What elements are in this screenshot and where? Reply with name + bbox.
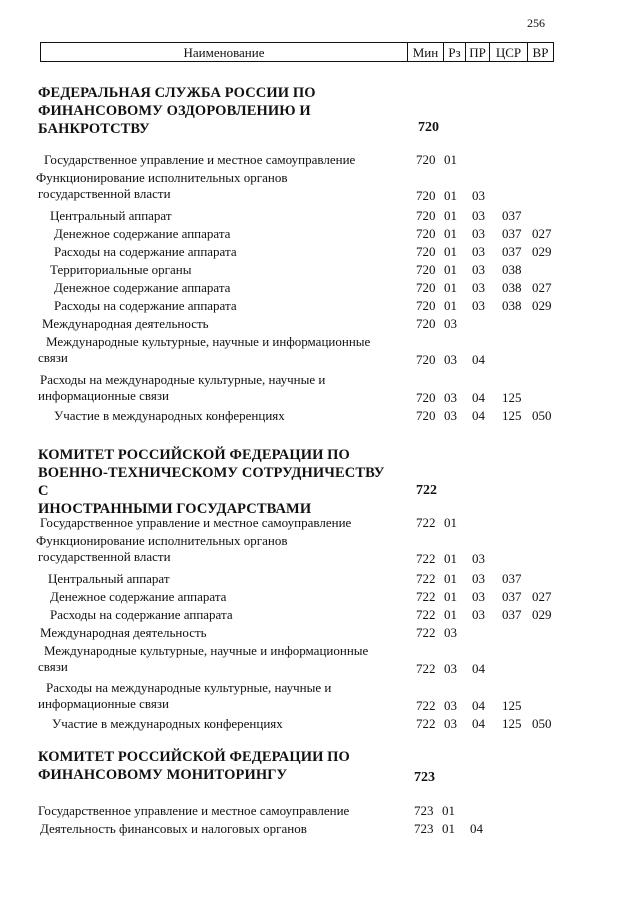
row-label: Участие в международных конференциях — [54, 408, 285, 423]
row-label: Территориальные органы — [50, 262, 192, 277]
org-title-line: КОМИТЕТ РОССИЙСКОЙ ФЕДЕРАЦИИ ПО — [38, 447, 350, 463]
code-rz: 01 — [444, 298, 457, 313]
code-pr: 04 — [472, 390, 485, 405]
org-title-line: ИНОСТРАННЫМИ ГОСУДАРСТВАМИ — [38, 501, 312, 517]
code-min: 722 — [416, 571, 436, 586]
code-min: 723 — [414, 821, 434, 836]
code-pr: 04 — [470, 821, 483, 836]
row-label: Центральный аппарат — [50, 208, 172, 223]
code-min: 720 — [416, 226, 436, 241]
code-pr: 03 — [472, 298, 485, 313]
code-csr: 037 — [502, 571, 522, 586]
code-min: 720 — [416, 152, 436, 167]
code-rz: 01 — [444, 280, 457, 295]
row-label: Международная деятельность — [40, 625, 207, 640]
header-rz: Рз — [443, 43, 465, 61]
org-title — [38, 84, 398, 138]
row-label: Международная деятельность — [42, 316, 209, 331]
org-title-line: БАНКРОТСТВУ — [38, 121, 150, 137]
row-label-line: связи — [38, 659, 68, 674]
org-title-line: ФИНАНСОВОМУ МОНИТОРИНГУ — [38, 767, 288, 783]
code-csr: 037 — [502, 607, 522, 622]
code-pr: 03 — [472, 589, 485, 604]
code-csr: 038 — [502, 298, 522, 313]
code-min: 720 — [416, 280, 436, 295]
code-rz: 01 — [444, 244, 457, 259]
code-rz: 03 — [444, 698, 457, 713]
code-csr: 125 — [502, 698, 522, 713]
row-label: Центральный аппарат — [48, 571, 170, 586]
code-rz: 01 — [444, 515, 457, 530]
row-label-line: Международные культурные, научные и информационные — [44, 643, 369, 658]
code-pr: 03 — [472, 188, 485, 203]
page-number: 256 — [527, 16, 545, 30]
org-title-line: ВОЕННО-ТЕХНИЧЕСКОМУ СОТРУДНИЧЕСТВУ С — [38, 465, 385, 499]
code-rz: 03 — [444, 625, 457, 640]
row-label-line: государственной власти — [38, 549, 171, 564]
code-min: 723 — [414, 803, 434, 818]
code-vr: 027 — [532, 226, 552, 241]
header-csr: ЦСР — [489, 43, 527, 61]
code-vr: 029 — [532, 244, 552, 259]
code-min: 722 — [416, 589, 436, 604]
code-min: 722 — [416, 661, 436, 676]
org-code: 722 — [416, 483, 437, 498]
code-pr: 03 — [472, 226, 485, 241]
code-pr: 04 — [472, 661, 485, 676]
code-rz: 03 — [444, 408, 457, 423]
org-title — [38, 446, 398, 518]
code-min: 722 — [416, 716, 436, 731]
code-vr: 027 — [532, 280, 552, 295]
code-pr: 04 — [472, 698, 485, 713]
row-label-line: Функционирование исполнительных органов — [36, 533, 288, 548]
row-label — [38, 334, 371, 366]
row-label-line: Международные культурные, научные и информационные — [46, 334, 371, 349]
row-label: Деятельность финансовых и налоговых органов — [40, 821, 307, 836]
code-csr: 125 — [502, 408, 522, 423]
row-label: Государственное управление и местное самоуправление — [38, 803, 350, 818]
code-vr: 029 — [532, 607, 552, 622]
org-code: 720 — [418, 120, 439, 135]
row-label — [38, 680, 332, 712]
row-label-line: информационные связи — [38, 696, 169, 711]
code-min: 722 — [416, 515, 436, 530]
org-title — [38, 748, 398, 784]
code-rz: 01 — [444, 188, 457, 203]
row-label-line: Расходы на международные культурные, научные и — [46, 680, 332, 695]
header-pr: ПР — [465, 43, 489, 61]
code-pr: 04 — [472, 352, 485, 367]
row-label: Государственное управление и местное самоуправление — [40, 515, 352, 530]
code-csr: 037 — [502, 589, 522, 604]
row-label: Государственное управление и местное самоуправление — [44, 152, 356, 167]
code-min: 720 — [416, 298, 436, 313]
code-min: 722 — [416, 607, 436, 622]
row-label: Расходы на содержание аппарата — [54, 298, 237, 313]
row-label-line: Функционирование исполнительных органов — [36, 170, 288, 185]
row-label-line: информационные связи — [38, 388, 169, 403]
code-rz: 03 — [444, 716, 457, 731]
row-label-line: Расходы на международные культурные, научные и — [40, 372, 326, 387]
header-min: Мин — [407, 43, 443, 61]
code-rz: 01 — [444, 262, 457, 277]
code-rz: 03 — [444, 390, 457, 405]
code-csr: 037 — [502, 244, 522, 259]
header-name: Наименование — [183, 44, 265, 60]
code-pr: 03 — [472, 208, 485, 223]
code-min: 720 — [416, 408, 436, 423]
code-min: 722 — [416, 551, 436, 566]
code-csr: 037 — [502, 226, 522, 241]
code-rz: 01 — [444, 607, 457, 622]
code-vr: 029 — [532, 298, 552, 313]
code-rz: 01 — [444, 571, 457, 586]
row-label: Участие в международных конференциях — [52, 716, 283, 731]
code-min: 720 — [416, 244, 436, 259]
header-vr: ВР — [527, 43, 553, 61]
code-rz: 01 — [444, 152, 457, 167]
code-rz: 01 — [444, 551, 457, 566]
code-rz: 01 — [442, 803, 455, 818]
code-rz: 01 — [444, 208, 457, 223]
code-csr: 125 — [502, 716, 522, 731]
code-rz: 01 — [444, 589, 457, 604]
row-label: Денежное содержание аппарата — [54, 226, 231, 241]
org-title-line: КОМИТЕТ РОССИЙСКОЙ ФЕДЕРАЦИИ ПО — [38, 749, 350, 765]
row-label: Расходы на содержание аппарата — [50, 607, 233, 622]
code-rz: 03 — [444, 661, 457, 676]
code-pr: 03 — [472, 280, 485, 295]
code-min: 722 — [416, 625, 436, 640]
code-rz: 01 — [442, 821, 455, 836]
code-pr: 03 — [472, 571, 485, 586]
code-rz: 01 — [444, 226, 457, 241]
code-min: 720 — [416, 352, 436, 367]
row-label — [36, 170, 287, 202]
code-min: 720 — [416, 208, 436, 223]
code-pr: 03 — [472, 262, 485, 277]
code-rz: 03 — [444, 316, 457, 331]
org-title-line: ФЕДЕРАЛЬНАЯ СЛУЖБА РОССИИ ПО — [38, 85, 316, 101]
code-pr: 03 — [472, 244, 485, 259]
row-label-line: связи — [38, 350, 68, 365]
row-label-line: государственной власти — [38, 186, 171, 201]
code-vr: 027 — [532, 589, 552, 604]
row-label — [40, 372, 325, 404]
code-csr: 125 — [502, 390, 522, 405]
code-pr: 04 — [472, 408, 485, 423]
code-csr: 038 — [502, 262, 522, 277]
row-label — [36, 533, 287, 565]
code-csr: 037 — [502, 208, 522, 223]
row-label: Расходы на содержание аппарата — [54, 244, 237, 259]
code-min: 720 — [416, 262, 436, 277]
code-pr: 04 — [472, 716, 485, 731]
org-title-line: ФИНАНСОВОМУ ОЗДОРОВЛЕНИЮ И — [38, 103, 311, 119]
code-min: 720 — [416, 390, 436, 405]
row-label — [38, 643, 369, 675]
code-min: 720 — [416, 188, 436, 203]
code-min: 720 — [416, 316, 436, 331]
row-label: Денежное содержание аппарата — [54, 280, 231, 295]
code-min: 722 — [416, 698, 436, 713]
org-code: 723 — [414, 770, 435, 785]
code-vr: 050 — [532, 716, 552, 731]
code-csr: 038 — [502, 280, 522, 295]
code-pr: 03 — [472, 607, 485, 622]
code-vr: 050 — [532, 408, 552, 423]
row-label: Денежное содержание аппарата — [50, 589, 227, 604]
code-rz: 03 — [444, 352, 457, 367]
code-pr: 03 — [472, 551, 485, 566]
